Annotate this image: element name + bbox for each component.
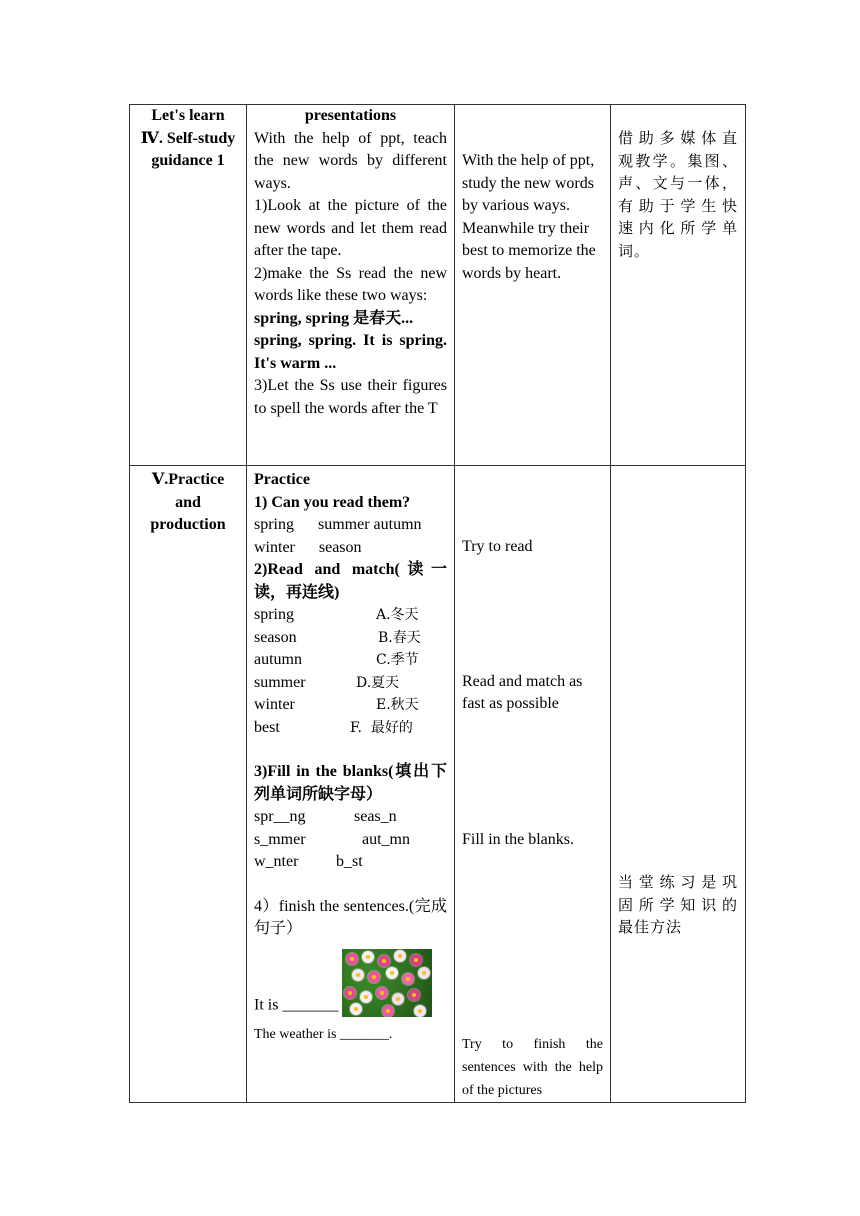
note-line: 当堂练习是巩 — [618, 873, 738, 891]
note-line: 固所学知识的 — [618, 895, 738, 914]
teacher-activity-cell — [247, 105, 455, 466]
question: 4）finish the sentences.(完成句子） — [254, 897, 447, 937]
stage-label: Ⅳ. Self-study guidance 1 — [140, 129, 236, 169]
flower-photo — [342, 949, 432, 1017]
sentence: The weather is _______. — [254, 1026, 393, 1042]
blank-word: s_mmer — [254, 830, 306, 848]
note-line: 速内化所学单 — [618, 219, 738, 237]
match-meaning: A.冬天 — [376, 607, 419, 623]
match-meaning: F. 最好的 — [350, 719, 413, 736]
paragraph: Try to finish the sentences with the help of the pictures — [462, 1037, 603, 1098]
example-line: spring, spring. It is spring. It's warm ... — [254, 332, 447, 372]
question: 1) Can you read them? — [254, 493, 411, 511]
match-meaning: B.春天 — [378, 629, 421, 646]
note-line: 词。 — [618, 241, 651, 260]
section-heading: presentations — [304, 107, 397, 124]
student-activity-cell — [455, 105, 611, 466]
match-item — [254, 694, 447, 717]
blank-word: aut_mn — [362, 830, 410, 848]
question: 2)Read and match(读一读，再连线) — [254, 561, 447, 601]
stage-label: and — [175, 493, 201, 511]
word-line: winter season — [254, 538, 362, 556]
paragraph: Try to read — [462, 538, 533, 555]
word-line: spring summer autumn — [254, 516, 422, 533]
match-item — [254, 717, 447, 740]
stage-cell — [130, 105, 247, 466]
note-text — [618, 127, 738, 262]
match-word: winter — [254, 696, 295, 713]
stage-label: production — [150, 516, 226, 533]
note-line: 声、文与一体， — [618, 174, 738, 192]
blank-line — [254, 829, 447, 852]
note-line: 最佳方法 — [618, 918, 683, 936]
picture-line — [254, 949, 447, 1017]
stage-label: Let's learn — [151, 107, 225, 124]
paragraph: 1)Look at the picture of the new words and let them read after the tape. — [254, 197, 447, 259]
match-meaning: D.夏天 — [356, 674, 400, 691]
teacher-activity-cell — [247, 466, 455, 1103]
paragraph: 3)Let the Ss use their figures to spell the words after the T — [254, 377, 447, 417]
blank-word: spr__ng — [254, 808, 306, 825]
note-text — [618, 871, 738, 939]
paragraph: With the help of ppt, teach the new words by different ways. — [254, 129, 447, 192]
stage-label: Ⅴ.Practice — [151, 471, 225, 488]
question: 3)Fill in the blanks(填出下列单词所缺字母） — [254, 763, 447, 803]
paragraph: With the help of ppt, study the new words by various ways. Meanwhile try their best to memorize the words by heart. — [462, 152, 596, 282]
blank-word: b_st — [336, 853, 363, 870]
section-heading: Practice — [254, 471, 310, 488]
match-word: autumn — [254, 651, 302, 668]
stage-cell — [130, 466, 247, 1103]
example-line: spring, spring 是春天... — [254, 309, 414, 327]
match-meaning: E.秋天 — [376, 697, 419, 713]
table-row — [130, 466, 746, 1103]
match-word: summer — [254, 673, 306, 691]
match-item — [254, 649, 447, 672]
blank-word: w_nter — [254, 853, 299, 870]
table-row — [130, 105, 746, 466]
blank-line — [254, 806, 447, 829]
student-activity-cell — [455, 466, 611, 1103]
note-cell — [611, 105, 746, 466]
note-line: 有助于学生快 — [618, 196, 738, 215]
match-item — [254, 627, 447, 650]
match-item — [254, 604, 447, 627]
match-meaning: C.季节 — [376, 652, 419, 668]
match-word: season — [254, 628, 297, 646]
match-word: spring — [254, 606, 294, 623]
match-item — [254, 672, 447, 695]
paragraph: 2)make the Ss read the new words like these two ways: — [254, 264, 447, 304]
blank-line — [254, 851, 447, 874]
note-line: 借助多媒体直 — [618, 129, 738, 147]
lesson-plan-table — [129, 104, 746, 1103]
note-cell — [611, 466, 746, 1103]
paragraph: Read and match as fast as possible — [462, 672, 583, 712]
blank-word: seas_n — [354, 808, 397, 825]
sentence: It is _______ — [254, 996, 339, 1013]
match-word: best — [254, 718, 280, 736]
paragraph: Fill in the blanks. — [462, 830, 574, 848]
note-line: 观教学。集图、 — [618, 151, 738, 170]
